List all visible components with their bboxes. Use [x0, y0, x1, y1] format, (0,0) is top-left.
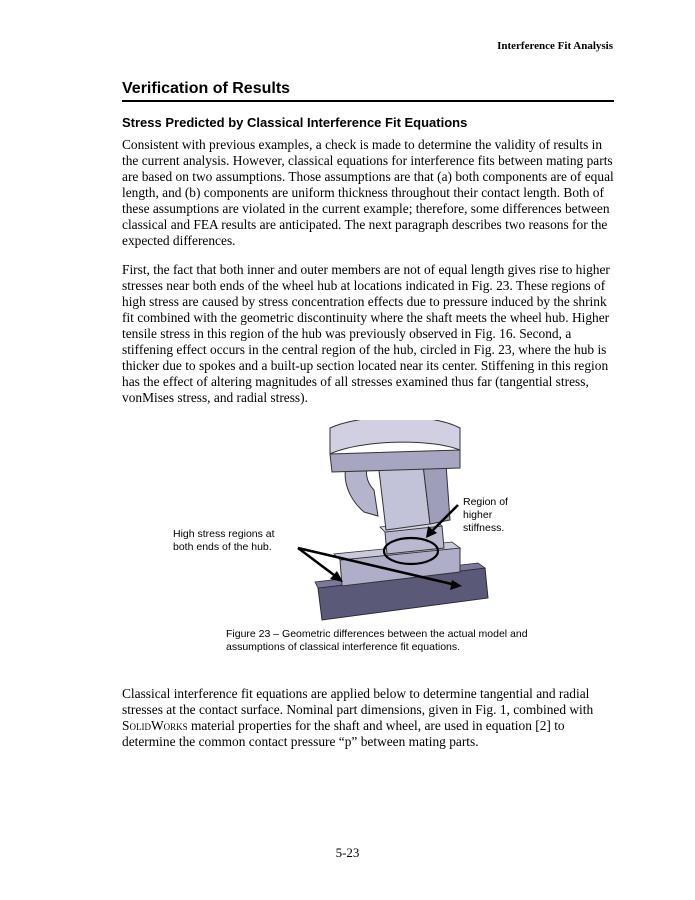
figure-caption: Figure 23 – Geometric differences between the actual model and assumptions of classical interference fit equations.	[226, 628, 528, 653]
label-higher-stiffness: Region of higher stiffness.	[463, 496, 508, 534]
paragraph-classical-equations	[122, 686, 615, 750]
label-high-stress: High stress regions at both ends of the hub.	[173, 528, 275, 553]
paragraph-text-before: Classical interference fit equations are applied below to determine tangential and radial stresses at the contact surface. Nominal part dimensions, given in Fig. 1, combined with	[122, 686, 594, 717]
solidworks-brand: SolidWorks	[122, 718, 188, 733]
paragraph-assumptions: Consistent with previous examples, a check is made to determine the validity of results in the current analysis. However, classical equations for interference fits between mating parts are based on two assumptions. Those assumptions are that (a) both components are of equal length, and (b) components are uniform thickness throughout their contact length. Both of these assumptions are violated in the current example; therefore, some differences between classical and FEA results are anticipated. The next paragraph describes two reasons for the expected differences.	[122, 137, 614, 248]
rim-side	[330, 450, 460, 472]
paragraph-stress-regions: First, the fact that both inner and outer members are not of equal length gives rise to higher stresses near both ends of the wheel hub at locations indicated in Fig. 23. These regions of high stress are caused by stress concentration effects due to pressure induced by the shrink fit combined with the geometric discontinuity where the shaft meets the wheel hub. Higher tensile stress in this region of the hub was previously observed in Fig. 16. Second, a stiffening effect occurs in the central region of the hub, circled in Fig. 23, where the hub is thicker due to spokes and a built-up section located near its center. Stiffening in this region has the effect of altering magnitudes of all stresses examined thus far (tangential stress, vonMises stress, and radial stress).	[122, 262, 610, 405]
section-title: Verification of Results	[122, 80, 614, 102]
running-header: Interference Fit Analysis	[497, 40, 613, 52]
subsection-title: Stress Predicted by Classical Interference Fit Equations	[122, 115, 468, 130]
paragraph-text-after: material properties for the shaft and wheel, are used in equation [2] to determine the common contact pressure “p” between mating parts.	[122, 718, 565, 749]
figure-23	[160, 420, 540, 635]
rim-top	[330, 420, 460, 454]
page-number: 5-23	[335, 845, 360, 860]
